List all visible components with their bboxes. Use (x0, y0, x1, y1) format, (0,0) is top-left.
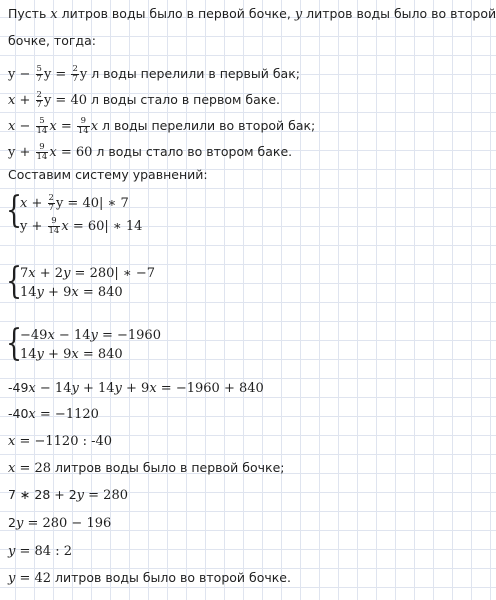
var-x: x (71, 285, 79, 300)
denominator: 7 (72, 74, 78, 84)
expr-text: л воды стало во втором баке. (92, 144, 293, 159)
step-3 (8, 433, 112, 450)
expr-part: y = 40 (43, 93, 87, 108)
numerator: 2 (36, 90, 42, 100)
expr-text: л воды перелили в первый бак; (87, 66, 300, 81)
intro-line-2: бочке, тогда: (8, 33, 96, 48)
step-6 (8, 515, 111, 532)
intro-line-1 (8, 6, 496, 23)
expr-part: = −1960 (97, 328, 161, 343)
numerator: 2 (72, 64, 78, 74)
var-y: y (36, 347, 44, 362)
expr-part: = 280| ∗ −7 (70, 266, 156, 281)
expression-3 (8, 117, 315, 136)
step-1 (8, 380, 264, 397)
var-x: x (28, 381, 36, 396)
brace-icon: { (6, 323, 23, 364)
expr-part: = (56, 119, 76, 134)
expr-part: + (15, 93, 35, 108)
var-y: y (71, 381, 79, 396)
expr-text: л воды стало в первом баке. (86, 92, 280, 107)
expr-part: = 42 (15, 571, 52, 586)
var-x: x (49, 145, 57, 160)
expr-part: = 840 (78, 347, 123, 362)
expr-part: 14 (20, 347, 37, 362)
fraction (77, 117, 90, 136)
expr-part: 2 (8, 515, 16, 530)
expr-part: − 14 (54, 328, 91, 343)
expr-part: = 280 − 196 (23, 516, 112, 531)
expr-part: y (79, 67, 88, 82)
fraction (48, 217, 61, 236)
numerator: 2 (48, 193, 54, 203)
step-5 (8, 487, 128, 504)
var-x: x (149, 381, 157, 396)
var-x: x (71, 347, 79, 362)
expression-1 (8, 65, 300, 84)
system-intro: Составим систему уравнений: (8, 167, 208, 182)
expr-part: − 14 (35, 381, 72, 396)
fraction (36, 117, 49, 136)
intro-text: Пусть (8, 6, 51, 21)
numerator: 5 (36, 64, 42, 74)
expression-4 (8, 143, 292, 162)
expr-part: = −1120 (35, 407, 99, 422)
expr-part: -40 (8, 406, 29, 421)
fraction (36, 143, 49, 162)
var-x: x (20, 196, 28, 211)
system-row (20, 265, 155, 282)
expr-part: y − (8, 67, 35, 82)
expr-part: = 60| ∗ 14 (68, 219, 143, 234)
var-x: x (8, 434, 16, 449)
expr-part: = 840 (78, 285, 123, 300)
system-row (20, 194, 129, 213)
expr-part: = 60 (56, 145, 93, 160)
expr-part: y = 40| ∗ 7 (55, 196, 129, 211)
denominator: 14 (77, 126, 89, 136)
var-y: y (76, 488, 85, 503)
var-x: x (90, 119, 99, 134)
var-y: y (8, 571, 16, 586)
expr-text: литров воды было в первой бочке; (51, 460, 285, 475)
brace-icon: { (6, 190, 23, 231)
system-row (20, 327, 161, 344)
var-x: x (28, 407, 36, 422)
expr-part: + 9 (43, 347, 72, 362)
system-row (20, 346, 123, 363)
var-x: x (61, 219, 69, 234)
var-x: x (8, 119, 16, 134)
fraction (36, 65, 43, 84)
expr-text: литров воды было во второй бочке. (51, 570, 291, 585)
var-x: x (8, 461, 16, 476)
expr-part: = −1960 + 840 (156, 381, 264, 396)
denominator: 14 (36, 152, 48, 162)
brace-icon: { (6, 261, 23, 302)
var-y: y (36, 285, 44, 300)
expr-part: + (27, 196, 47, 211)
expr-part: = 28 (15, 461, 52, 476)
system-row (20, 217, 142, 236)
expr-part: − (15, 119, 35, 134)
numerator: 5 (36, 117, 49, 127)
step-8 (8, 570, 291, 587)
fraction (71, 65, 78, 84)
expr-part: y = (43, 67, 71, 82)
var-y: y (8, 544, 16, 559)
fraction (48, 194, 55, 213)
expr-part: = 280 (84, 488, 128, 503)
var-x: x (47, 328, 55, 343)
fraction (36, 91, 43, 110)
numerator: 9 (48, 217, 61, 227)
intro-text: литров воды было в первой бочке, (57, 6, 295, 21)
numerator: 9 (36, 143, 49, 153)
expr-part: y + (8, 145, 35, 160)
var-x: x (8, 93, 16, 108)
denominator: 7 (36, 100, 42, 110)
var-x: x (49, 119, 57, 134)
expr-part: -49 (8, 380, 29, 395)
var-y: y (15, 516, 24, 531)
expr-part: + 9 (43, 285, 72, 300)
var-y: y (90, 328, 98, 343)
expr-part: = 84 : 2 (15, 544, 72, 559)
expr-part: 7 ∗ 28 + 2 (8, 487, 77, 502)
expr-part: + 9 (121, 381, 150, 396)
expr-part: y + (20, 219, 47, 234)
var-y: y (114, 381, 122, 396)
var-y: y (63, 266, 71, 281)
denominator: 14 (36, 126, 48, 136)
system-row (20, 284, 123, 301)
intro-text: литров воды было во второй (302, 6, 496, 21)
denominator: 7 (48, 203, 54, 213)
numerator: 9 (77, 117, 90, 127)
expr-part: 7 (20, 266, 29, 281)
expr-part: −49 (20, 328, 48, 343)
expr-part: = −1120 : -40 (15, 434, 113, 449)
denominator: 7 (36, 74, 42, 84)
expr-part: + 2 (35, 266, 64, 281)
var-x: x (28, 266, 36, 281)
step-7 (8, 543, 72, 560)
var-x: x (50, 7, 58, 22)
step-2 (8, 406, 99, 423)
expr-part: + 14 (78, 381, 115, 396)
expr-text: л воды перелили во второй бак; (98, 118, 316, 133)
expr-part: 14 (20, 285, 37, 300)
denominator: 14 (48, 226, 60, 236)
var-y: y (294, 7, 303, 22)
step-4 (8, 460, 284, 477)
expression-2 (8, 91, 280, 110)
